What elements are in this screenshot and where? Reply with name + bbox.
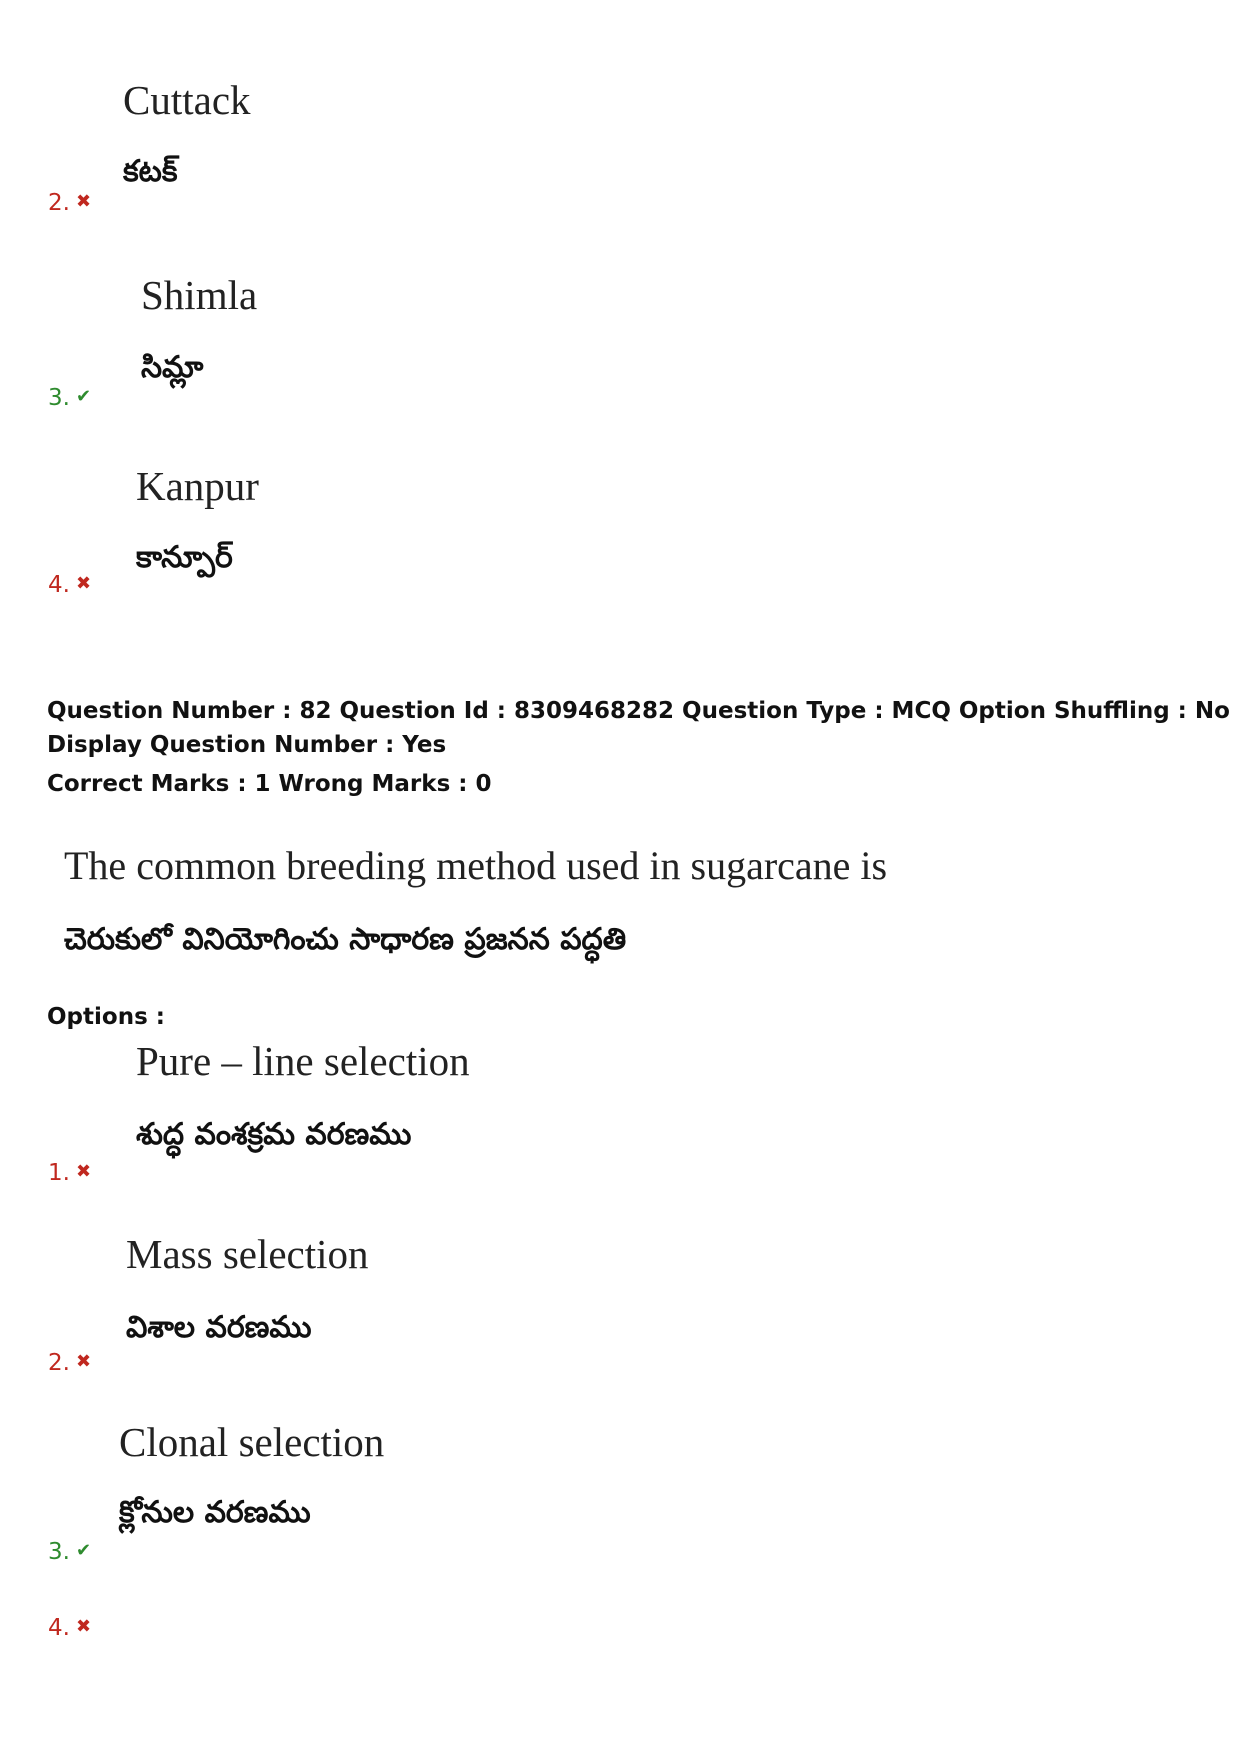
option-number-label: 2. [48, 1350, 70, 1376]
option-number-label: 3. [48, 385, 70, 411]
cross-mark-icon: ✖ [75, 1161, 92, 1182]
option-number-label: 3. [48, 1539, 70, 1565]
option-2-number [48, 1350, 91, 1376]
option-3-telugu: క్లోనుల వరణము [119, 1495, 311, 1530]
prev-option-2-english: Cuttack [123, 77, 251, 123]
prev-option-4-english: Kanpur [136, 463, 259, 509]
question-meta-line2: Display Question Number : Yes [47, 732, 447, 758]
option-3-english: Clonal selection [119, 1419, 385, 1465]
option-2-telugu: విశాల వరణము [126, 1310, 312, 1345]
options-label: Options : [47, 1004, 165, 1030]
option-3-number [48, 1539, 91, 1565]
cross-mark-icon: ✖ [75, 573, 92, 594]
check-mark-icon: ✔ [75, 386, 92, 407]
option-2-english: Mass selection [126, 1231, 369, 1277]
prev-option-3-number [48, 385, 91, 411]
prev-option-4-number [48, 572, 91, 598]
option-number-label: 4. [48, 1615, 70, 1641]
option-number-label: 2. [48, 190, 70, 216]
cross-mark-icon: ✖ [75, 191, 92, 212]
prev-option-4-telugu: కాన్పూర్ [136, 540, 233, 575]
question-meta-line1: Question Number : 82 Question Id : 8309468282 Question Type : MCQ Option Shuffling : No [47, 698, 1230, 724]
option-number-label: 4. [48, 572, 70, 598]
option-number-label: 1. [48, 1160, 70, 1186]
cross-mark-icon: ✖ [75, 1616, 92, 1637]
option-1-english: Pure – line selection [136, 1038, 470, 1084]
question-meta-line3: Correct Marks : 1 Wrong Marks : 0 [47, 771, 492, 797]
question-text-english: The common breeding method used in sugarcane is [64, 843, 888, 888]
check-mark-icon: ✔ [75, 1540, 92, 1561]
option-1-telugu: శుద్ధ వంశక్రమ వరణము [136, 1117, 412, 1152]
cross-mark-icon: ✖ [75, 1351, 92, 1372]
question-text-telugu: చెరుకులో వినియోగించు సాధారణ ప్రజనన పద్ధతి [64, 922, 627, 957]
prev-option-3-telugu: సిమ్లా [141, 350, 204, 385]
prev-option-2-number [48, 190, 91, 216]
option-4-number [48, 1615, 91, 1641]
option-1-number [48, 1160, 91, 1186]
prev-option-3-english: Shimla [141, 272, 258, 318]
prev-option-2-telugu: కటక్ [123, 154, 178, 189]
